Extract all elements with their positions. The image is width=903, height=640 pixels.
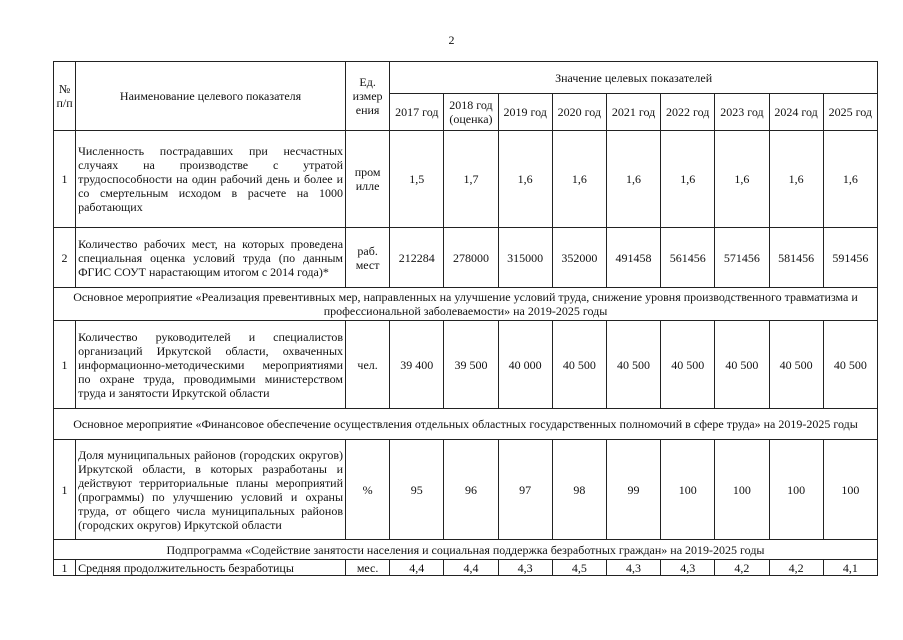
value-cell: 4,3 [661, 560, 715, 576]
indicator-name: Количество рабочих мест, на которых проведена специальная оценка условий труда (по данным ФГИС СОУТ нарастающим итогом с 2014 года)* [76, 228, 346, 288]
value-cell: 40 500 [823, 321, 877, 409]
value-cell: 1,6 [606, 131, 660, 228]
page-number: 2 [448, 33, 455, 47]
value-cell: 581456 [769, 228, 823, 288]
value-cell: 100 [769, 440, 823, 540]
value-cell: 1,7 [444, 131, 498, 228]
header-year: 2025 год [823, 94, 877, 131]
header-values: Значение целевых показателей [390, 62, 878, 94]
indicator-name: Численность пострадавших при несчастных случаях на производстве с утратой трудоспособности на один рабочий день и более и со смертельным исходом в расчете на 1000 работающих [76, 131, 346, 228]
value-cell: 100 [715, 440, 769, 540]
value-cell: 40 000 [498, 321, 552, 409]
value-cell: 97 [498, 440, 552, 540]
value-cell: 39 400 [390, 321, 444, 409]
indicator-name: Доля муниципальных районов (городских округов) Иркутской области, в которых разработаны и действуют территориальные планы мероприятий (программы) по улучшению условий и охраны труда, от общего числа муниципальных районов (городских округов) Иркутской области [76, 440, 346, 540]
value-cell: 40 500 [552, 321, 606, 409]
value-cell: 4,4 [390, 560, 444, 576]
value-cell: 95 [390, 440, 444, 540]
section-title: Основное мероприятие «Реализация превентивных мер, направленных на улучшение условий труда, снижение уровня производственного травматизма и профессиональной заболеваемости» на 2019-2025 годы [54, 288, 878, 321]
header-year: 2020 год [552, 94, 606, 131]
value-cell: 212284 [390, 228, 444, 288]
section-row [54, 409, 878, 440]
table-row [54, 228, 878, 288]
value-cell: 99 [606, 440, 660, 540]
value-cell: 40 500 [715, 321, 769, 409]
value-cell: 1,6 [769, 131, 823, 228]
value-cell: 315000 [498, 228, 552, 288]
table-row [54, 440, 878, 540]
value-cell: 39 500 [444, 321, 498, 409]
value-cell: 278000 [444, 228, 498, 288]
header-unit: Ед. измер ения [346, 62, 390, 131]
section-title: Подпрограмма «Содействие занятости населения и социальная поддержка безработных граждан» на 2019-2025 годы [54, 540, 878, 560]
value-cell: 4,4 [444, 560, 498, 576]
value-cell: 591456 [823, 228, 877, 288]
header-year: 2023 год [715, 94, 769, 131]
indicator-unit: % [346, 440, 390, 540]
value-cell: 40 500 [661, 321, 715, 409]
row-num: 1 [54, 560, 76, 576]
table-row [54, 131, 878, 228]
value-cell: 98 [552, 440, 606, 540]
indicator-unit: мес. [346, 560, 390, 576]
value-cell: 100 [661, 440, 715, 540]
value-cell: 4,3 [606, 560, 660, 576]
header-num: № п/п [54, 62, 76, 131]
section-row [54, 288, 878, 321]
row-num: 1 [54, 440, 76, 540]
table-header-row [54, 62, 878, 94]
header-year: 2021 год [606, 94, 660, 131]
header-year: 2017 год [390, 94, 444, 131]
header-name: Наименование целевого показателя [76, 62, 346, 131]
header-year: 2019 год [498, 94, 552, 131]
value-cell: 1,6 [661, 131, 715, 228]
value-cell: 100 [823, 440, 877, 540]
value-cell: 1,5 [390, 131, 444, 228]
header-year: 2018 год (оценка) [444, 94, 498, 131]
target-indicators-table [53, 61, 878, 576]
value-cell: 491458 [606, 228, 660, 288]
row-num: 1 [54, 131, 76, 228]
indicator-unit: пром илле [346, 131, 390, 228]
row-num: 1 [54, 321, 76, 409]
table-row [54, 560, 878, 576]
value-cell: 40 500 [606, 321, 660, 409]
value-cell: 4,5 [552, 560, 606, 576]
header-year: 2024 год [769, 94, 823, 131]
value-cell: 352000 [552, 228, 606, 288]
value-cell: 4,2 [769, 560, 823, 576]
value-cell: 571456 [715, 228, 769, 288]
indicator-name: Количество руководителей и специалистов организаций Иркутской области, охваченных информационно-методическими мероприятиями по охране труда, проводимыми министерством труда и занятости Иркутской области [76, 321, 346, 409]
row-num: 2 [54, 228, 76, 288]
section-title: Основное мероприятие «Финансовое обеспечение осуществления отдельных областных государственных полномочий в сфере труда» на 2019-2025 годы [54, 409, 878, 440]
indicator-unit: раб. мест [346, 228, 390, 288]
value-cell: 1,6 [715, 131, 769, 228]
value-cell: 1,6 [823, 131, 877, 228]
value-cell: 96 [444, 440, 498, 540]
header-year: 2022 год [661, 94, 715, 131]
value-cell: 40 500 [769, 321, 823, 409]
value-cell: 4,1 [823, 560, 877, 576]
indicator-name: Средняя продолжительность безработицы [76, 560, 346, 576]
section-row [54, 540, 878, 560]
value-cell: 4,2 [715, 560, 769, 576]
value-cell: 4,3 [498, 560, 552, 576]
table-row [54, 321, 878, 409]
value-cell: 561456 [661, 228, 715, 288]
value-cell: 1,6 [498, 131, 552, 228]
value-cell: 1,6 [552, 131, 606, 228]
indicator-unit: чел. [346, 321, 390, 409]
